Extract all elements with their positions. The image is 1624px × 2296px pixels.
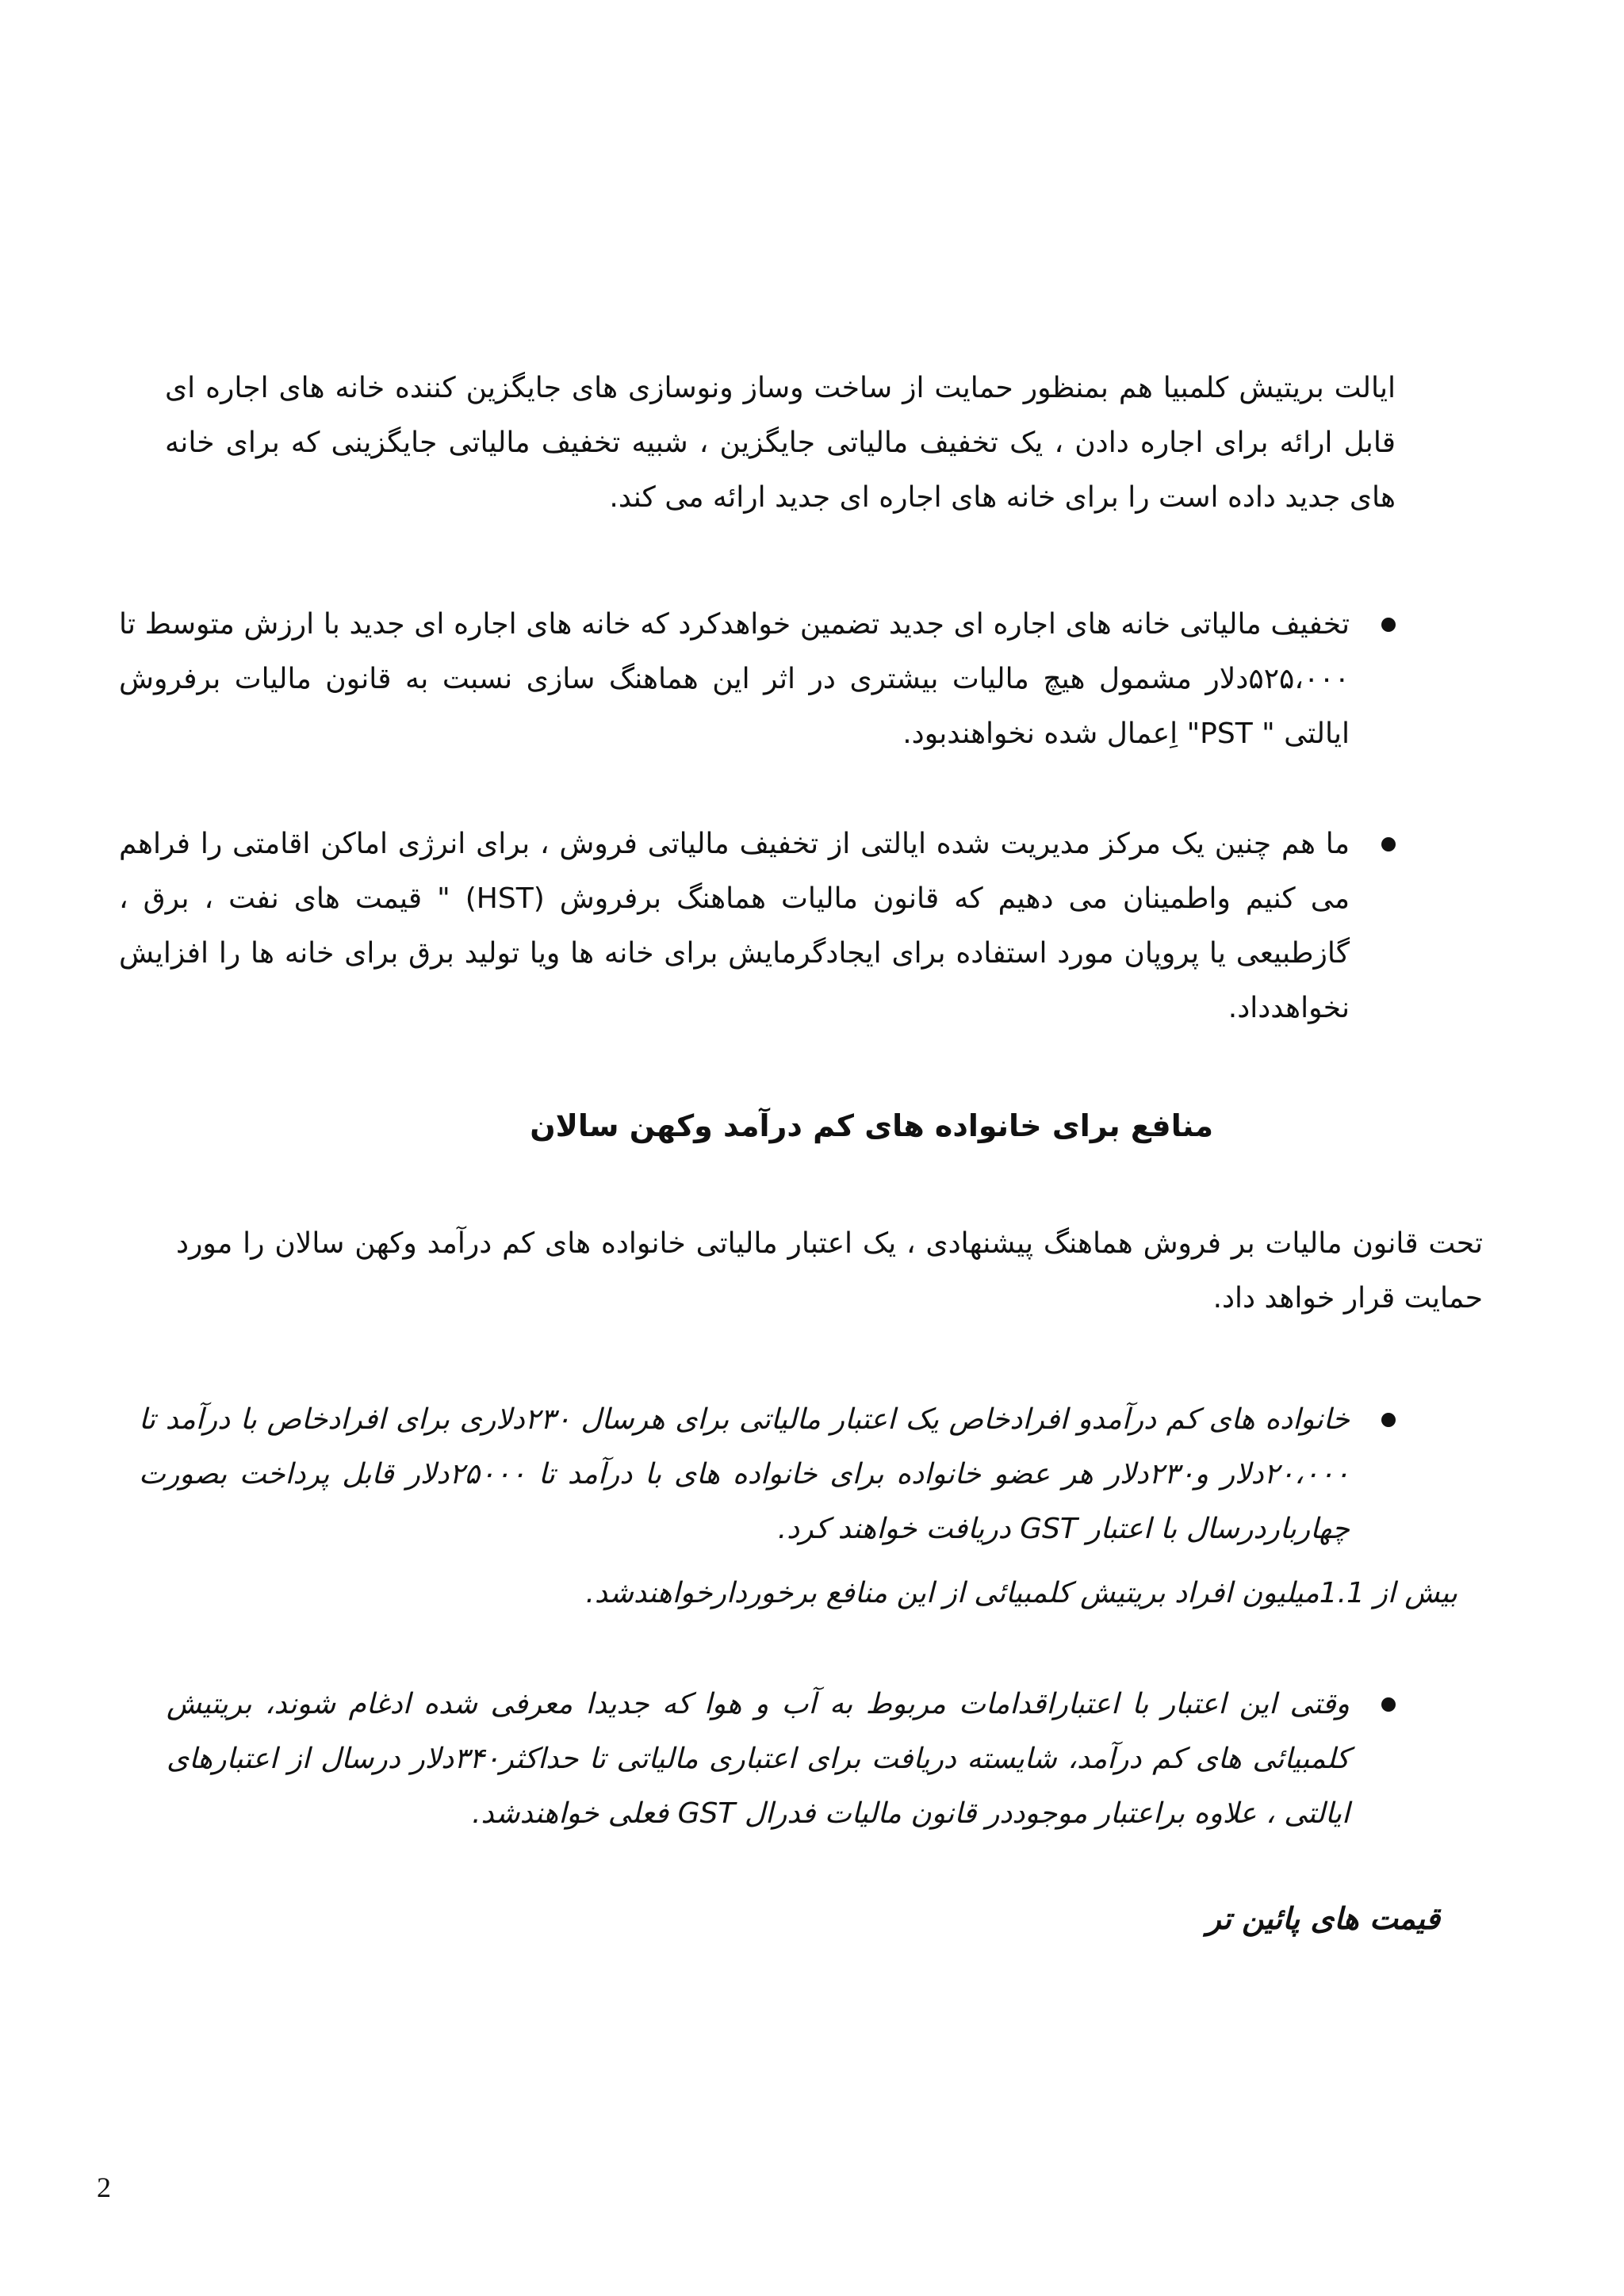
- paragraph-rental-tax-rebate: ایالت بریتیش کلمبیا هم بمنظور حمایت از ساخت وساز ونوسازی های جایگزین کننده خانه های اجاره ای قابل ارائه برای اجاره دادن ، یک تخفیف مالیاتی جایگزین ، شبیه تخفیف مالیاتی جایگزینی که برای خانه های جدید داده است را برای خانه های اجاره ای جدید ارائه می کند.: [165, 372, 1396, 514]
- bullet-item-credit-amounts: [139, 1392, 1396, 1559]
- bullet-item-climate-credit: [167, 1677, 1396, 1843]
- section-heading-low-income-seniors: منافع برای خانواده های کم درآمد وکهن سالان: [530, 1108, 1213, 1143]
- bullet-dot: [1381, 618, 1396, 632]
- paragraph-low-income-credit: تحت قانون مالیات بر فروش هماهنگ پیشنهادی ، یک اعتبار مالیاتی خانواده های کم درآمد وکهن سالان را مورد حمایت قرار خواهد داد.: [176, 1227, 1483, 1314]
- page-number: 2: [97, 2172, 111, 2203]
- bullet-text: تخفیف مالیاتی خانه های اجاره ای جدید تضمین خواهدکرد که خانه های اجاره ای جدید با ارزش متوسط تا ۵۲۵،۰۰۰دلار مشمول هیچ مالیات بیشتری در اثر این هماهنگ سازی نسبت به قانون مالیات برفروش ایالتی " PST" اِعمال شده نخواهندبود.: [119, 608, 1350, 750]
- bullet-dot: [1381, 1697, 1396, 1712]
- bullet-text: ما هم چنین یک مرکز مدیریت شده ایالتی از تخفیف مالیاتی فروش ، برای انرژی اماکن اقامتی را فراهم می کنیم واطمینان می دهیم که قانون مالیات هماهنگ برفروش (HST) " قیمت های نفت ، برق ، گازطبیعی یا پروپان مورد استفاده برای ایجادگرمایش برای خانه ها ویا تولید برق برای خانه ها را افزایش نخواهدداد.: [119, 828, 1350, 1024]
- paragraph-beneficiaries-count: بیش از 1.1میلیون افراد بریتیش کلمبیائی از این منافع برخوردارخواهندشد.: [585, 1577, 1457, 1609]
- bullet-text: وقتی این اعتبار با اعتباراقدامات مربوط به آب و هوا که جدیدا معرفی شده ادغام شوند، بریتیش کلمبیائی های کم درآمد، شایسته دریافت برای اعتباری مالیاتی تا حداکثر۳۴۰دلار درسال از اعتبارهای ایالتی ، علاوه براعتبار موجوددر قانون مالیات فدرال GST فعلی خواهندشد.: [167, 1688, 1350, 1830]
- section-heading-lower-prices: قیمت های پائین تر: [1206, 1901, 1440, 1936]
- bullet-item-new-rental-housing: [119, 597, 1396, 763]
- bullet-item-energy-point-of-sale: [119, 817, 1396, 1024]
- bullet-dot: [1381, 837, 1396, 851]
- bullet-text: خانواده های کم درآمدو افرادخاص یک اعتبار مالیاتی برای هرسال ۲۳۰دلاری برای افرادخاص با درآمد تا ۲۰،۰۰۰دلار و۲۳۰دلار هر عضو خانواده برای خانواده های با درآمد تا ۲۵۰۰۰دلار قابل پرداخت بصورت چهارباردرسال با اعتبار GST دریافت خواهند کرد.: [139, 1403, 1350, 1545]
- bullet-dot: [1381, 1413, 1396, 1427]
